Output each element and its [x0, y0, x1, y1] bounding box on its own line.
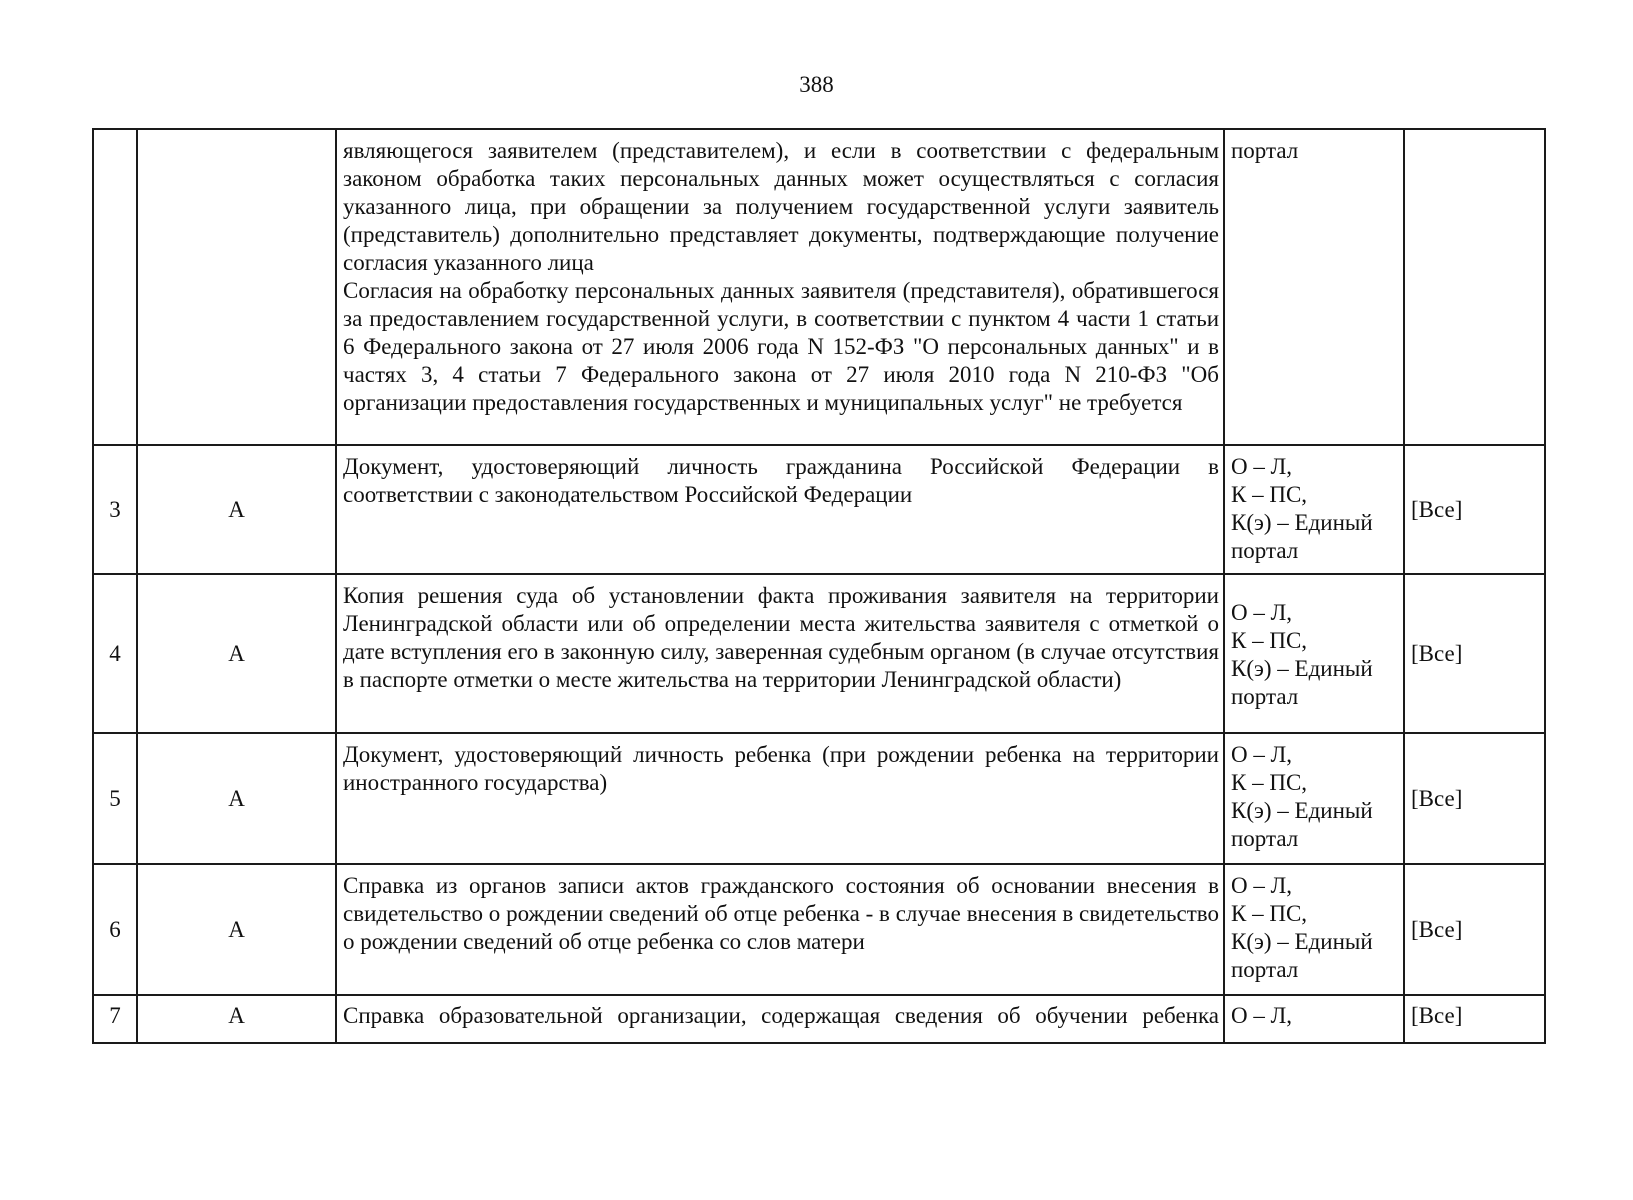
description-paragraph: Согласия на обработку персональных данных заявителя (представителя), обратившегося за предоставлением государственной услуги, в соответствии с пунктом 4 части 1 статьи 6 Федерального закона от 27 июля 2006 года N 152-ФЗ "О персональных данных" и в частях 3, 4 статьи 7 Федерального закона от 27 июля 2010 года N 210-ФЗ "Об организации предоставления государственных и муниципальных услуг" не требуется — [343, 278, 1219, 415]
row-description — [336, 733, 1224, 864]
submission-method: портал — [1231, 538, 1299, 563]
submission-method: О – Л, — [1231, 600, 1292, 625]
row-type: А — [137, 445, 336, 574]
row-type: А — [137, 864, 336, 995]
submission-method: О – Л, — [1231, 454, 1292, 479]
table-row — [93, 733, 1545, 864]
row-type — [137, 129, 336, 445]
row-submission-methods — [1224, 733, 1404, 864]
description-paragraph: Документ, удостоверяющий личность ребенка (при рождении ребенка на территории иностранного государства) — [343, 742, 1219, 795]
documents-table — [92, 128, 1546, 1044]
row-number: 3 — [93, 445, 137, 574]
row-submission-methods — [1224, 864, 1404, 995]
row-type: А — [137, 574, 336, 733]
row-type: А — [137, 733, 336, 864]
row-submission-methods — [1224, 445, 1404, 574]
row-number: 5 — [93, 733, 137, 864]
row-description — [336, 445, 1224, 574]
row-description — [336, 864, 1224, 995]
submission-method: портал — [1231, 684, 1299, 709]
submission-method: К(э) – Единый — [1231, 929, 1373, 954]
submission-method: О – Л, — [1231, 1003, 1292, 1028]
table-row — [93, 864, 1545, 995]
row-applicants — [1404, 129, 1545, 445]
row-number: 4 — [93, 574, 137, 733]
submission-method: К(э) – Единый — [1231, 798, 1373, 823]
row-description — [336, 574, 1224, 733]
submission-method: О – Л, — [1231, 873, 1292, 898]
submission-method: К – ПС, — [1231, 901, 1308, 926]
page-number: 388 — [799, 72, 834, 97]
table-row — [93, 445, 1545, 574]
row-submission-methods — [1224, 129, 1404, 445]
description-paragraph: Справка из органов записи актов гражданского состояния об основании внесения в свидетельство о рождении сведений об отце ребенка - в случае внесения в свидетельство о рождении сведений об отце ребенка со слов матери — [343, 873, 1219, 954]
submission-method: портал — [1231, 138, 1299, 163]
table-row — [93, 995, 1545, 1043]
row-applicants: [Все] — [1404, 995, 1545, 1043]
row-applicants: [Все] — [1404, 574, 1545, 733]
submission-method: К – ПС, — [1231, 770, 1308, 795]
description-paragraph: Копия решения суда об установлении факта проживания заявителя на территории Ленинградской области или об определении места жительства заявителя с отметкой о дате вступления его в законную силу, заверенная судебным органом (в случае отсутствия в паспорте отметки о месте жительства на территории Ленинградской области) — [343, 583, 1219, 692]
submission-method: К – ПС, — [1231, 482, 1308, 507]
row-description — [336, 129, 1224, 445]
row-applicants: [Все] — [1404, 864, 1545, 995]
row-number — [93, 129, 137, 445]
row-submission-methods — [1224, 574, 1404, 733]
table-row — [93, 574, 1545, 733]
row-description — [336, 995, 1224, 1043]
row-applicants: [Все] — [1404, 733, 1545, 864]
submission-method: К – ПС, — [1231, 628, 1308, 653]
submission-method: О – Л, — [1231, 742, 1292, 767]
table-row — [93, 129, 1545, 445]
description-paragraph: являющегося заявителем (представителем), и если в соответствии с федеральным законом обработка таких персональных данных может осуществляться с согласия указанного лица, при обращении за получением государственной услуги заявитель (представитель) дополнительно представляет документы, подтверждающие получение согласия указанного лица — [343, 138, 1219, 275]
description-paragraph: Документ, удостоверяющий личность гражданина Российской Федерации в соответствии с законодательством Российской Федерации — [343, 454, 1219, 507]
submission-method: К(э) – Единый — [1231, 510, 1373, 535]
row-type: А — [137, 995, 336, 1043]
row-applicants: [Все] — [1404, 445, 1545, 574]
row-number: 7 — [93, 995, 137, 1043]
row-number: 6 — [93, 864, 137, 995]
submission-method: портал — [1231, 957, 1299, 982]
submission-method: портал — [1231, 826, 1299, 851]
submission-method: К(э) – Единый — [1231, 656, 1373, 681]
description-paragraph: Справка образовательной организации, содержащая сведения об обучении ребенка — [343, 1003, 1219, 1028]
row-submission-methods — [1224, 995, 1404, 1043]
